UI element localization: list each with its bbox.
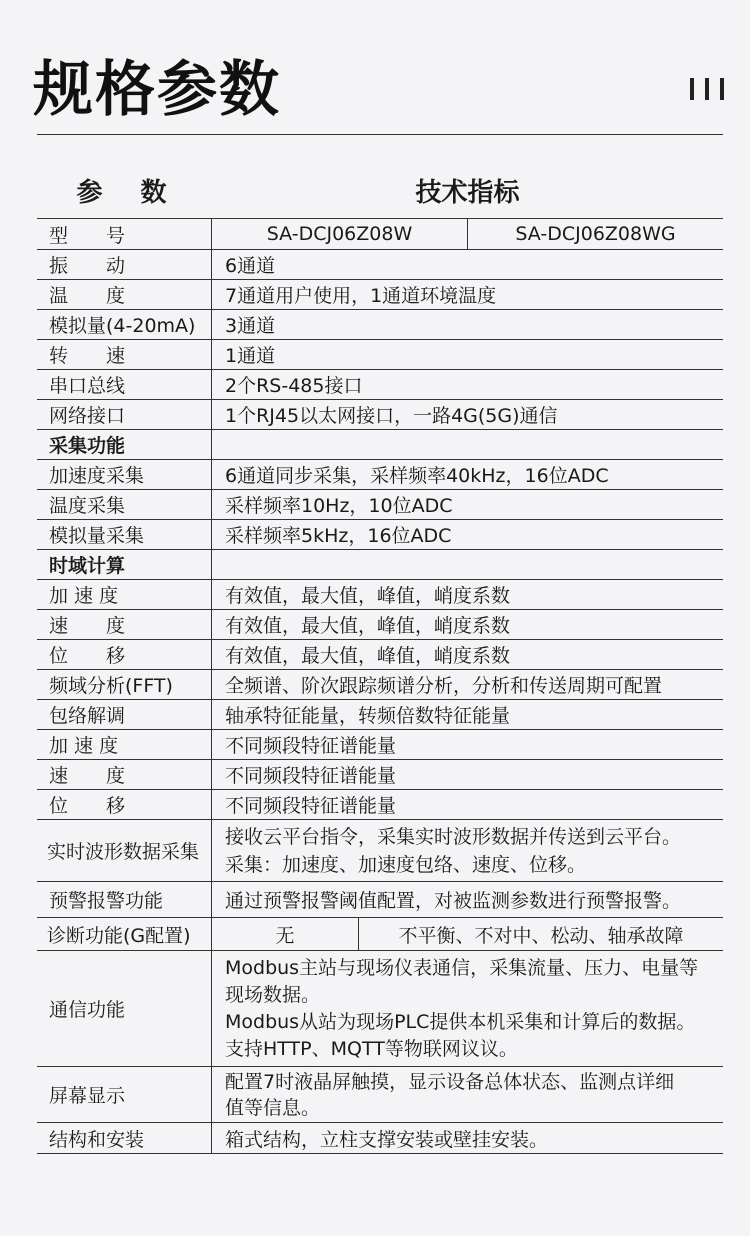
- table-row: [37, 250, 723, 280]
- row-label: 温 度: [37, 280, 212, 309]
- row-value: 采样频率5kHz，16位ADC: [225, 525, 452, 547]
- table-row: [37, 610, 723, 640]
- table-row: [37, 490, 723, 520]
- row-value: 全频谱、阶次跟踪频谱分析，分析和传送周期可配置: [225, 675, 663, 697]
- row-label: 位 移: [37, 640, 212, 669]
- row-value: [212, 1067, 723, 1122]
- row-label: 模拟量采集: [37, 520, 212, 549]
- row-label: 转 速: [37, 340, 212, 369]
- row-label: 结构和安装: [37, 1123, 212, 1153]
- row-value: 不同频段特征谱能量: [225, 765, 397, 787]
- row-value: 1个RJ45以太网接口，一路4G(5G)通信: [225, 405, 558, 427]
- table-row-alarm: [37, 882, 723, 918]
- row-value: 7通道用户使用，1通道环境温度: [225, 285, 497, 307]
- row-value: 不同频段特征谱能量: [225, 795, 397, 817]
- row-value: 采样频率10Hz，10位ADC: [225, 495, 453, 517]
- table-row: [37, 340, 723, 370]
- row-label: 屏幕显示: [37, 1067, 212, 1122]
- row-value: [212, 820, 723, 881]
- table-row: [37, 280, 723, 310]
- row-label: 速 度: [37, 760, 212, 789]
- page-title: 规格参数: [33, 55, 281, 125]
- row-value: [212, 430, 723, 459]
- table-row: [37, 460, 723, 490]
- table-row: [37, 760, 723, 790]
- section-label: 时域计算: [37, 550, 212, 579]
- table-row: [37, 520, 723, 550]
- row-value: [212, 550, 723, 579]
- spec-table: [37, 218, 723, 1154]
- table-row: [37, 640, 723, 670]
- row-label: 包络解调: [37, 700, 212, 729]
- row-value: 有效值，最大值，峰值，峭度系数: [225, 615, 511, 637]
- row-label: 加速度采集: [37, 460, 212, 489]
- section-label: 采集功能: [37, 430, 212, 459]
- table-row: [37, 310, 723, 340]
- row-label: 加 速 度: [37, 730, 212, 759]
- table-row: [37, 580, 723, 610]
- diagnosis-g: 不平衡、不对中、松动、轴承故障: [398, 924, 684, 947]
- row-label: 位 移: [37, 790, 212, 819]
- table-row-screen: [37, 1067, 723, 1123]
- row-value: 2个RS-485接口: [225, 375, 363, 397]
- table-row-diagnosis: [37, 918, 723, 951]
- value-line: Modbus主站与现场仪表通信，采集流量、压力、电量等: [225, 956, 699, 979]
- row-label: 实时波形数据采集: [37, 820, 212, 881]
- table-row-section: [37, 430, 723, 460]
- row-label: 型 号: [37, 219, 212, 249]
- row-value: 轴承特征能量，转频倍数特征能量: [225, 705, 511, 727]
- value-line: 配置7时液晶屏触摸，显示设备总体状态、监测点详细: [225, 1070, 675, 1093]
- row-value: [212, 951, 723, 1066]
- table-row-structure: [37, 1123, 723, 1154]
- row-value: 有效值，最大值，峰值，峭度系数: [225, 645, 511, 667]
- value-line: 采集：加速度、加速度包络、速度、位移。: [225, 853, 587, 876]
- table-row: [37, 400, 723, 430]
- row-value: 箱式结构，立柱支撑安装或壁挂安装。: [225, 1128, 549, 1151]
- row-label: 加 速 度: [37, 580, 212, 609]
- table-row-model: [37, 219, 723, 250]
- row-value: 6通道同步采集，采样频率40kHz，16位ADC: [225, 465, 609, 487]
- row-label: 通信功能: [37, 951, 212, 1066]
- row-value: 1通道: [225, 345, 276, 367]
- value-line: 支持HTTP、MQTT等物联网议议。: [225, 1037, 518, 1060]
- row-label: 模拟量(4-20mA): [37, 310, 212, 339]
- row-label: 频域分析(FFT): [37, 670, 212, 699]
- decorative-bars-icon: [690, 78, 724, 100]
- row-value: 6通道: [225, 255, 276, 277]
- row-label: 网络接口: [37, 400, 212, 429]
- row-value: 不同频段特征谱能量: [225, 735, 397, 757]
- table-row: [37, 700, 723, 730]
- model-wg: SA-DCJ06Z08WG: [515, 223, 676, 245]
- diagnosis-basic: 无: [212, 918, 359, 950]
- column-header-spec: 技术指标: [415, 178, 520, 208]
- row-label: 预警报警功能: [37, 882, 212, 917]
- table-row: [37, 790, 723, 820]
- value-line: 值等信息。: [225, 1096, 321, 1119]
- value-line: 接收云平台指令，采集实时波形数据并传送到云平台。: [225, 825, 682, 848]
- row-label: 诊断功能(G配置): [37, 918, 212, 950]
- row-label: 温度采集: [37, 490, 212, 519]
- row-value: 有效值，最大值，峰值，峭度系数: [225, 585, 511, 607]
- row-label: 速 度: [37, 610, 212, 639]
- value-line: Modbus从站为现场PLC提供本机采集和计算后的数据。: [225, 1010, 696, 1033]
- row-value: 3通道: [225, 315, 276, 337]
- table-row-realtime: [37, 820, 723, 882]
- row-label: 串口总线: [37, 370, 212, 399]
- table-row: [37, 670, 723, 700]
- table-row: [37, 730, 723, 760]
- table-row-section: [37, 550, 723, 580]
- row-label: 振 动: [37, 250, 212, 279]
- table-row-comm: [37, 951, 723, 1067]
- model-w: SA-DCJ06Z08W: [212, 219, 468, 249]
- table-row: [37, 370, 723, 400]
- row-value: 通过预警报警阈值配置，对被监测参数进行预警报警。: [225, 890, 682, 912]
- column-header-param: 参 数: [76, 178, 173, 208]
- title-divider: [37, 134, 723, 135]
- value-line: 现场数据。: [225, 983, 321, 1006]
